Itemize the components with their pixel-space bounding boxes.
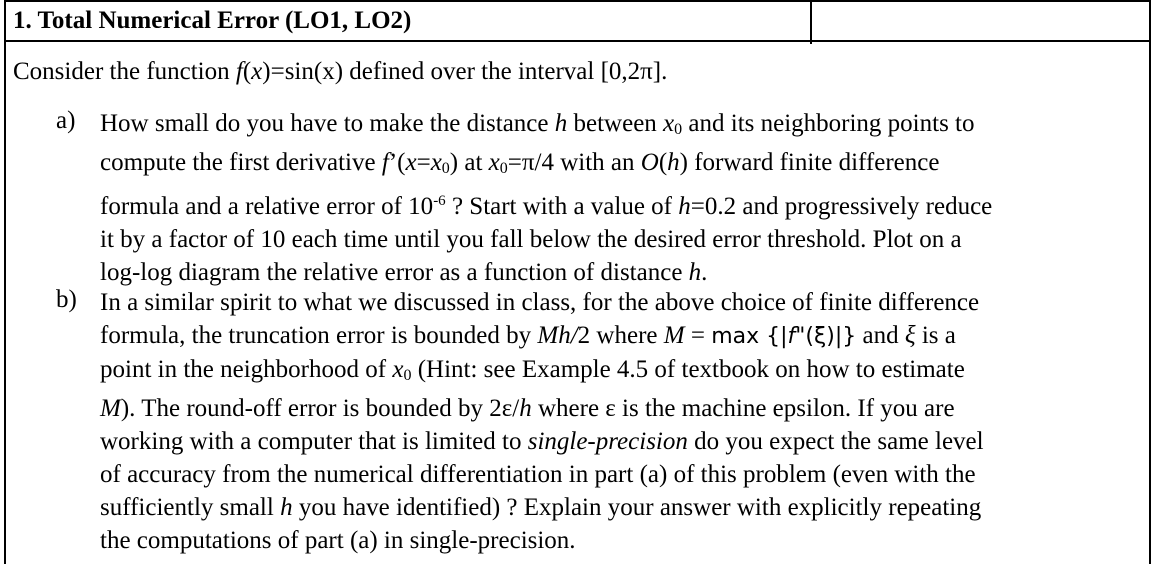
part-a-marker: a): [56, 107, 76, 134]
header-divider: [810, 2, 812, 44]
part-b-line-8: the computations of part (a) in single-precision.: [100, 527, 576, 554]
part-a-line-3: formula and a relative error of $10^{-6}$ ? Start with a value of h=0.2 and progressively reduce: [100, 193, 993, 220]
part-a-line-5: log-log diagram the relative error as a function of distance h.: [100, 259, 708, 286]
part-b-line-4: M). The round-off error is bounded by 2ε/h where ε is the machine epsilon. If you are: [100, 395, 955, 422]
question-title: 1. Total Numerical Error (LO1, LO2): [13, 7, 412, 34]
part-b-line-1: In a similar spirit to what we discussed in class, for the above choice of finite difference: [100, 289, 980, 316]
part-a-line-2: compute the first derivative $f’(x=x_0)$ at $x_0=\pi/4$ with an O(h) forward finite difference: [100, 149, 940, 177]
part-b-line-6: of accuracy from the numerical differentiation in part (a) of this problem (even with the: [100, 461, 976, 488]
intro-text: Consider the function f(x)=sin(x) defined over the interval [0,2π].: [13, 58, 668, 85]
part-b-line-3: point in the neighborhood of $x_0$ (Hint: see Example 4.5 of textbook on how to estimate: [100, 356, 965, 384]
part-b-marker: b): [56, 286, 77, 313]
part-a-line-1: How small do you have to make the distance h between $x_0$ and its neighboring points to: [100, 110, 975, 138]
part-b-line-5: working with a computer that is limited to single-precision do you expect the same level: [100, 428, 984, 455]
part-a-line-4: it by a factor of 10 each time until you fall below the desired error threshold. Plot on a: [100, 226, 962, 253]
part-b-line-7: sufficiently small h you have identified) ? Explain your answer with explicitly repeating: [100, 494, 982, 521]
part-b-line-2: formula, the truncation error is bounded by Mh/2 where M = max {|f"(ξ)|} and ξ is a: [100, 322, 956, 349]
